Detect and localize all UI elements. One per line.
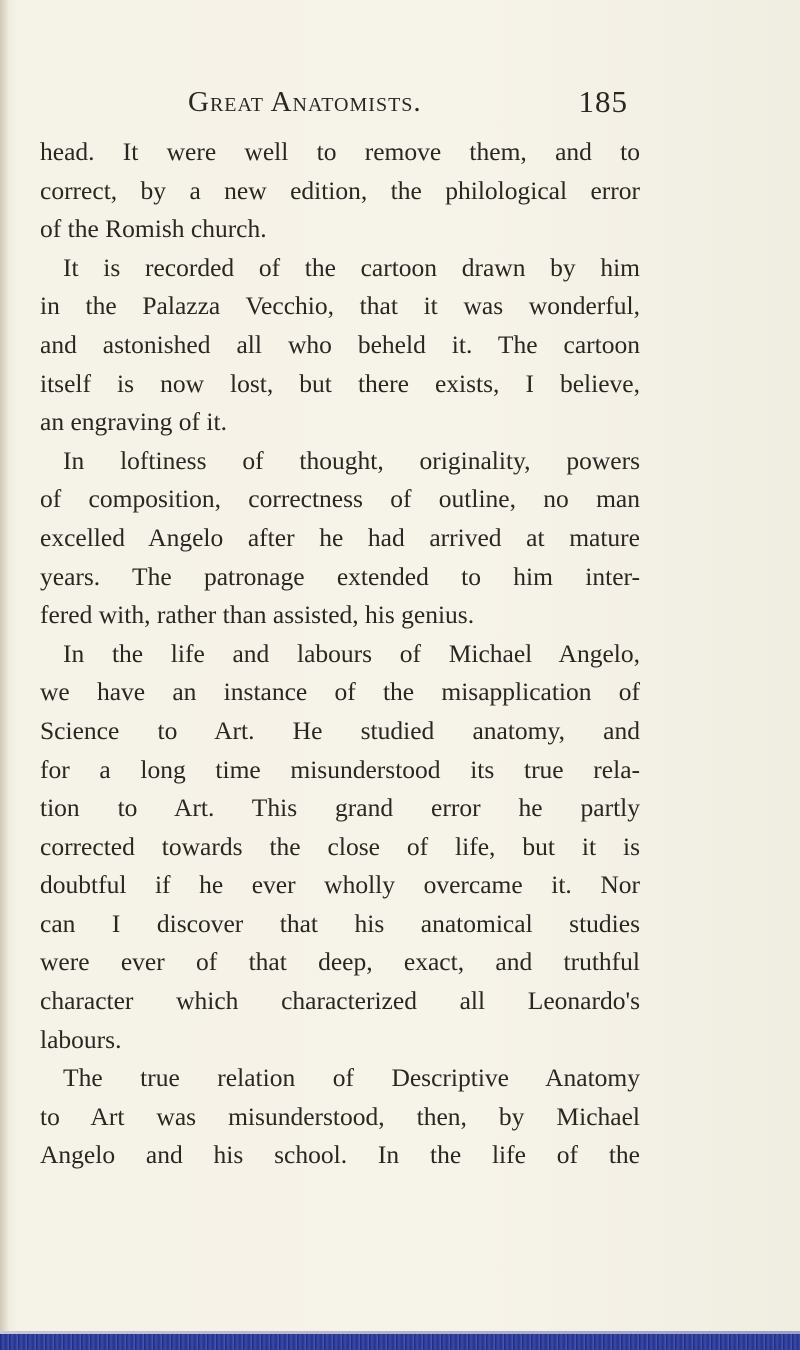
text-line: Science to Art. He studied anatomy, and [40, 715, 640, 745]
text-line: fered with, rather than assisted, his genius. [40, 600, 475, 630]
text-line: we have an instance of the misapplication of [40, 677, 640, 707]
text-line: character which characterized all Leonardo's [40, 986, 640, 1016]
text-line: corrected towards the close of life, but it is [40, 831, 640, 861]
text-line: excelled Angelo after he had arrived at mature [40, 522, 640, 552]
body-text [40, 133, 640, 1175]
page-gutter-edge [0, 0, 8, 1350]
text-line: Angelo and his school. In the life of the [40, 1140, 640, 1170]
text-line: years. The patronage extended to him inter- [40, 561, 640, 591]
text-line: an engraving of it. [40, 407, 227, 437]
text-line: in the Palazza Vecchio, that it was wonderful, [40, 291, 640, 321]
text-line: to Art was misunderstood, then, by Michael [40, 1101, 640, 1131]
text-line: of composition, correctness of outline, no man [40, 484, 640, 514]
text-line: for a long time misunderstood its true rela- [40, 754, 640, 784]
text-line: correct, by a new edition, the philological error [40, 175, 640, 205]
text-line: itself is now lost, but there exists, I believe, [40, 368, 640, 398]
text-line: can I discover that his anatomical studies [40, 908, 640, 938]
text-line: and astonished all who beheld it. The cartoon [40, 329, 640, 359]
text-line: tion to Art. This grand error he partly [40, 793, 640, 823]
text-line: labours. [40, 1024, 122, 1054]
text-line: head. It were well to remove them, and to [40, 137, 640, 166]
text-line: It is recorded of the cartoon drawn by him [63, 252, 640, 282]
text-line: In loftiness of thought, originality, powers [63, 445, 640, 475]
text-line: of the Romish church. [40, 214, 267, 244]
text-line: The true relation of Descriptive Anatomy [63, 1063, 640, 1093]
text-line: In the life and labours of Michael Angelo, [63, 638, 640, 668]
text-line: were ever of that deep, exact, and truthful [40, 947, 640, 977]
text-line: doubtful if he ever wholly overcame it. Nor [40, 870, 640, 900]
page-number: 185 [578, 84, 628, 119]
scan-bottom-band [0, 1334, 800, 1350]
running-title: Great Anatomists. [188, 86, 422, 118]
running-header [188, 86, 628, 126]
